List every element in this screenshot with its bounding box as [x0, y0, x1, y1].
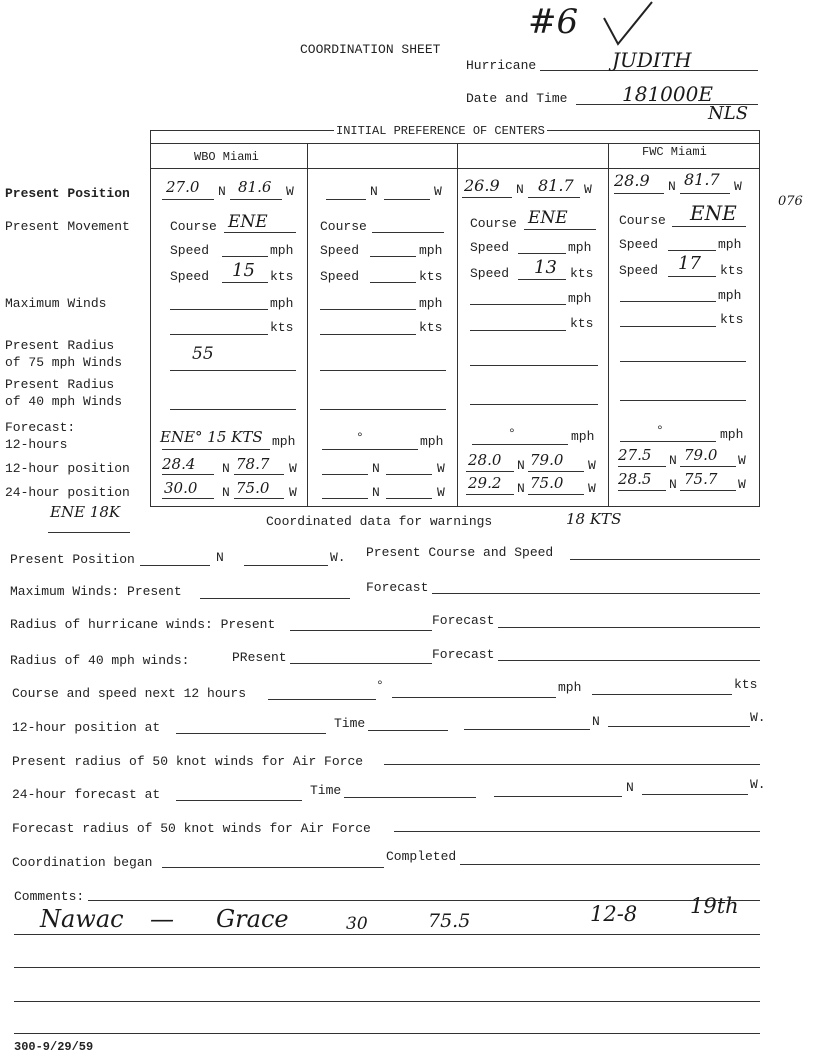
page-title: COORDINATION SHEET — [300, 42, 441, 57]
col3-speed-kts-line — [518, 279, 566, 280]
wbo-maxwind-kts-unit: kts — [270, 320, 294, 335]
wbo-maxwind-mph-line — [170, 309, 268, 310]
wbo-mph-unit: mph — [270, 243, 294, 258]
col3-kts-unit: kts — [570, 266, 594, 281]
course-next-kts-field[interactable] — [592, 694, 732, 695]
row-label-radius40-line2: of 40 mph Winds — [5, 394, 123, 409]
col3-speed-kts: 13 — [534, 257, 557, 278]
fc24-label: 24-hour forecast at — [12, 787, 161, 802]
fwc-maxwind-mph-unit: mph — [718, 288, 742, 303]
wbo-pos12-n: N — [222, 461, 230, 476]
col2-forecast-mph-unit: mph — [420, 434, 444, 449]
pos12-lat-field[interactable] — [464, 729, 590, 730]
col2-pos24-w: W — [437, 485, 445, 500]
fwc-maxwind-kts-line — [620, 326, 716, 327]
course-next-label: Course and speed next 12 hours — [12, 686, 247, 701]
col3-pos24-w: W — [588, 481, 596, 496]
radius-40-present-field[interactable] — [290, 663, 432, 664]
col3-maxwind-mph-unit: mph — [568, 291, 592, 306]
completed-label: Completed — [386, 849, 457, 864]
row-label-forecast-line2: 12-hours — [5, 437, 68, 452]
col2-n-label: N — [370, 184, 378, 199]
col3-pos12-lat: 28.0 — [468, 451, 502, 469]
col2-pos24-lon-line — [386, 498, 432, 499]
warnings-note: 18 KTS — [566, 510, 622, 528]
col3-maxwind-kts-unit: kts — [570, 316, 594, 331]
table-bottom-border — [150, 506, 760, 507]
row-label-radius75-line1: Present Radius — [5, 338, 115, 353]
fc24-lon-field[interactable] — [642, 794, 748, 795]
fwc-n-label: N — [668, 179, 676, 194]
col2-maxwind-kts-unit: kts — [419, 320, 443, 335]
comments-line-4[interactable] — [14, 1001, 760, 1002]
col3-pos24-lat-line — [466, 494, 514, 495]
col2-mph-unit: mph — [419, 243, 443, 258]
col2-forecast-deg: ° — [356, 430, 364, 445]
col3-pos12-w: W — [588, 458, 596, 473]
col3-maxwind-kts-line — [470, 330, 566, 331]
wbo-pos24-n: N — [222, 485, 230, 500]
fwc-pos24-lat: 28.5 — [618, 470, 652, 488]
present-position-n: N — [216, 550, 224, 565]
fwc-speed-kts-label: Speed — [619, 263, 659, 278]
hurricane-name: JUDITH — [612, 48, 692, 72]
fwc-lon: 81.7 — [684, 170, 720, 189]
wbo-pos24-lon: 75.0 — [236, 479, 270, 497]
fc24-n: N — [626, 780, 634, 795]
col2-maxwind-kts-line — [320, 334, 416, 335]
col3-pos12-lon: 79.0 — [530, 451, 564, 469]
row-label-present-position: Present Position — [5, 186, 130, 201]
comment-dash: — — [150, 905, 174, 933]
fc24-w: W. — [750, 777, 766, 792]
fwc-radius40-line — [620, 400, 746, 401]
col2-maxwind-mph-unit: mph — [419, 296, 443, 311]
row-label-12hr-position: 12-hour position — [5, 461, 130, 476]
fwc-pos24-lon-line — [680, 490, 736, 491]
wbo-lon: 81.6 — [238, 178, 272, 196]
wbo-w-label: W — [286, 184, 294, 199]
col3-maxwind-mph-line — [470, 304, 566, 305]
course-next-mph-field[interactable] — [392, 697, 556, 698]
wbo-radius40-line — [170, 409, 296, 410]
date-time-label: Date and Time — [466, 91, 568, 106]
row-label-present-movement: Present Movement — [5, 219, 130, 234]
fwc-speed-kts: 17 — [678, 253, 701, 274]
completed-field[interactable] — [460, 864, 760, 865]
max-winds-forecast-label: Forecast — [366, 580, 429, 595]
row-label-radius40-line1: Present Radius — [5, 377, 115, 392]
wbo-forecast-line — [162, 449, 270, 450]
fwc-speed-mph-line — [668, 250, 716, 251]
initials: NLS — [708, 103, 749, 124]
handwritten-underline — [48, 532, 130, 533]
col3-n-label: N — [516, 182, 524, 197]
wbo-pos12-w: W — [289, 461, 297, 476]
col3-lon-line — [528, 197, 580, 198]
wbo-speed-kts-line — [222, 282, 268, 283]
column-divider-1 — [307, 143, 308, 506]
col3-lat: 26.9 — [464, 176, 500, 195]
comment-time: 12-8 — [590, 902, 638, 926]
fwc-mph-unit: mph — [718, 237, 742, 252]
wbo-radius75-line — [170, 370, 296, 371]
max-winds-label: Maximum Winds: Present — [10, 584, 182, 599]
pos12-w: W. — [750, 710, 766, 725]
wbo-forecast: ENE° 15 KTS — [160, 428, 263, 446]
col2-speed-kts-line — [370, 282, 416, 283]
radius-hurricane-present-field[interactable] — [290, 630, 432, 631]
col3-forecast-deg: ° — [508, 426, 516, 441]
wbo-speed-mph-label: Speed — [170, 243, 210, 258]
course-next-kts-unit: kts — [734, 677, 758, 692]
row-label-radius75-line2: of 75 mph Winds — [5, 355, 123, 370]
wbo-speed-mph-line — [222, 256, 268, 257]
form-number: 300-9/29/59 — [14, 1040, 94, 1054]
radius-hurricane-forecast-label: Forecast — [432, 613, 495, 628]
max-winds-forecast-field[interactable] — [432, 593, 760, 594]
col2-speed-mph-label: Speed — [320, 243, 360, 258]
fc-radius50-field[interactable] — [394, 831, 760, 832]
col3-forecast-mph-unit: mph — [571, 429, 595, 444]
col3-course-line — [524, 229, 596, 230]
col2-course-line — [372, 232, 444, 233]
wbo-pos12-lon: 78.7 — [236, 455, 270, 473]
wbo-pos24-w: W — [289, 485, 297, 500]
wbo-lat-line — [162, 199, 214, 200]
fwc-pos12-lat: 27.5 — [618, 446, 652, 464]
col3-lat-line — [462, 197, 512, 198]
comment-word-1: Nawac — [40, 905, 124, 933]
max-winds-present-field[interactable] — [200, 598, 350, 599]
wbo-course: ENE — [228, 212, 268, 232]
pos12-label: 12-hour position at — [12, 720, 161, 735]
col3-speed-mph-label: Speed — [470, 240, 510, 255]
col3-lon: 81.7 — [538, 176, 574, 195]
course-next-course-field[interactable] — [268, 699, 376, 700]
col3-forecast-line — [472, 444, 568, 445]
fwc-lat: 28.9 — [614, 171, 650, 190]
comment-date: 19th — [690, 894, 739, 918]
radius-hurricane-forecast-field[interactable] — [498, 627, 760, 628]
wbo-pos24-lon-line — [234, 498, 284, 499]
col3-speed-kts-label: Speed — [470, 266, 510, 281]
wbo-n-label: N — [218, 184, 226, 199]
hurricane-label: Hurricane — [466, 58, 537, 73]
radius50-label: Present radius of 50 knot winds for Air Force — [12, 754, 364, 769]
col2-pos12-lon-line — [386, 474, 432, 475]
fwc-course-label: Course — [619, 213, 666, 228]
col2-speed-kts-label: Speed — [320, 269, 360, 284]
col2-maxwind-mph-line — [320, 309, 416, 310]
present-course-speed-field[interactable] — [570, 559, 760, 560]
fwc-course-note: 076 — [778, 194, 803, 209]
fwc-pos12-w: W — [738, 453, 746, 468]
radius-40-forecast-field[interactable] — [498, 660, 760, 661]
row-label-forecast-line1: Forecast: — [5, 420, 76, 435]
column-header-fwc: FWC Miami — [642, 145, 707, 159]
coord-began-label: Coordination began — [12, 855, 153, 870]
col2-pos12-n: N — [372, 461, 380, 476]
fc-radius50-label: Forecast radius of 50 knot winds for Air Force — [12, 821, 371, 836]
wbo-pos12-lat: 28.4 — [162, 455, 196, 473]
table-right-border — [759, 130, 760, 506]
pos12-n: N — [592, 714, 600, 729]
col3-pos24-n: N — [517, 481, 525, 496]
comments-label: Comments: — [14, 889, 85, 904]
col2-forecast-line — [322, 449, 418, 450]
fwc-pos24-lon: 75.7 — [684, 470, 718, 488]
comments-line-5[interactable] — [14, 1033, 760, 1034]
fc24-time-field[interactable] — [344, 797, 476, 798]
table-left-border — [150, 130, 151, 506]
pos12-time-field[interactable] — [368, 730, 448, 731]
fwc-forecast-line — [620, 441, 716, 442]
fwc-lat-line — [614, 193, 664, 194]
col3-course-label: Course — [470, 216, 517, 231]
pos12-lon-field[interactable] — [608, 726, 750, 727]
col3-mph-unit: mph — [568, 240, 592, 255]
radius-40-present-label: PResent — [232, 650, 287, 665]
present-position-lon-field[interactable] — [244, 565, 328, 566]
fwc-forecast-mph-unit: mph — [720, 427, 744, 442]
col2-pos24-n: N — [372, 485, 380, 500]
column-divider-3 — [608, 143, 609, 506]
fwc-pos12-lat-line — [618, 466, 666, 467]
col2-pos12-w: W — [437, 461, 445, 476]
wbo-maxwind-mph-unit: mph — [270, 296, 294, 311]
col3-pos24-lon-line — [528, 494, 584, 495]
fc24-time-label: Time — [310, 783, 342, 798]
wbo-radius75: 55 — [192, 344, 214, 364]
fwc-radius75-line — [620, 361, 746, 362]
column-divider-2 — [457, 143, 458, 506]
wbo-kts-unit: kts — [270, 269, 294, 284]
row-label-maximum-winds: Maximum Winds — [5, 296, 107, 311]
comment-lon: 75.5 — [428, 910, 471, 932]
table-header-rule — [150, 168, 760, 169]
wbo-pos24-lat: 30.0 — [164, 479, 198, 497]
row-label-24hr-position: 24-hour position — [5, 485, 130, 500]
fwc-course-line — [672, 226, 746, 227]
col3-pos24-lat: 29.2 — [468, 474, 502, 492]
coord-began-field[interactable] — [162, 867, 384, 868]
radius-hurricane-label: Radius of hurricane winds: Present — [10, 617, 276, 632]
col2-lon-line — [384, 199, 430, 200]
wbo-course-label: Course — [170, 219, 217, 234]
wbo-maxwind-kts-line — [170, 334, 268, 335]
present-position-w: W. — [330, 550, 346, 565]
sheet-number-mark: #6 — [528, 2, 579, 42]
warnings-title: Coordinated data for warnings — [266, 514, 493, 529]
fwc-pos24-w: W — [738, 477, 746, 492]
pos12-at-field[interactable] — [176, 733, 326, 734]
col2-pos12-lat-line — [322, 474, 368, 475]
wbo-lat: 27.0 — [166, 178, 200, 196]
col3-radius40-line — [470, 404, 598, 405]
comment-word-2: Grace — [216, 905, 289, 933]
handwritten-note-ene: ENE 18K — [50, 503, 121, 521]
fwc-pos12-lon: 79.0 — [684, 446, 718, 464]
fwc-course: ENE — [690, 201, 737, 225]
fc24-lat-field[interactable] — [494, 796, 622, 797]
fwc-pos12-lon-line — [680, 466, 736, 467]
fwc-forecast-deg: ° — [656, 423, 664, 438]
fwc-maxwind-mph-line — [620, 301, 716, 302]
wbo-pos12-lat-line — [162, 474, 214, 475]
col2-lat-line — [326, 199, 366, 200]
col3-speed-mph-line — [518, 253, 566, 254]
table-caption-rule — [150, 143, 760, 144]
present-course-speed-label: Present Course and Speed — [366, 545, 554, 560]
comments-line-2[interactable] — [14, 934, 760, 935]
col3-pos24-lon: 75.0 — [530, 474, 564, 492]
fc24-at-field[interactable] — [176, 800, 302, 801]
fwc-lon-line — [680, 193, 730, 194]
fwc-kts-unit: kts — [720, 263, 744, 278]
course-next-deg: ° — [376, 678, 384, 693]
checkmark-icon — [600, 0, 660, 50]
col3-course: ENE — [528, 208, 568, 228]
wbo-course-line — [224, 232, 296, 233]
radius-40-label: Radius of 40 mph winds: — [10, 653, 190, 668]
col2-radius75-line — [320, 370, 446, 371]
fwc-w-label: W — [734, 179, 742, 194]
table-caption: INITIAL PREFERENCE OF CENTERS — [336, 124, 545, 138]
col3-w-label: W — [584, 182, 592, 197]
fwc-pos12-n: N — [669, 453, 677, 468]
fwc-maxwind-kts-unit: kts — [720, 312, 744, 327]
radius-40-forecast-label: Forecast — [432, 647, 495, 662]
wbo-speed-kts-label: Speed — [170, 269, 210, 284]
col2-course-label: Course — [320, 219, 367, 234]
wbo-lon-line — [230, 199, 282, 200]
col3-pos12-n: N — [517, 458, 525, 473]
column-header-wbo: WBO Miami — [194, 150, 259, 164]
comments-line-3[interactable] — [14, 967, 760, 968]
col3-radius75-line — [470, 365, 598, 366]
col2-pos24-lat-line — [322, 498, 368, 499]
col2-w-label: W — [434, 184, 442, 199]
col2-radius40-line — [320, 409, 446, 410]
wbo-speed-kts: 15 — [232, 260, 255, 281]
col3-pos12-lon-line — [528, 471, 584, 472]
radius50-field[interactable] — [384, 764, 760, 765]
col2-kts-unit: kts — [419, 269, 443, 284]
wbo-forecast-mph-unit: mph — [272, 434, 296, 449]
comments-line-1[interactable] — [88, 900, 760, 901]
pos12-time-label: Time — [334, 716, 366, 731]
present-position-lat-field[interactable] — [140, 565, 210, 566]
course-next-mph-unit: mph — [558, 680, 582, 695]
wbo-pos24-lat-line — [162, 498, 214, 499]
present-position-label: Present Position — [10, 552, 135, 567]
fwc-speed-kts-line — [668, 276, 716, 277]
fwc-pos24-n: N — [669, 477, 677, 492]
date-time-value: 181000E — [622, 82, 713, 106]
wbo-pos12-lon-line — [234, 474, 284, 475]
col2-speed-mph-line — [370, 256, 416, 257]
col3-pos12-lat-line — [466, 471, 514, 472]
fwc-pos24-lat-line — [618, 490, 666, 491]
comment-lat: 30 — [346, 914, 368, 934]
fwc-speed-mph-label: Speed — [619, 237, 659, 252]
